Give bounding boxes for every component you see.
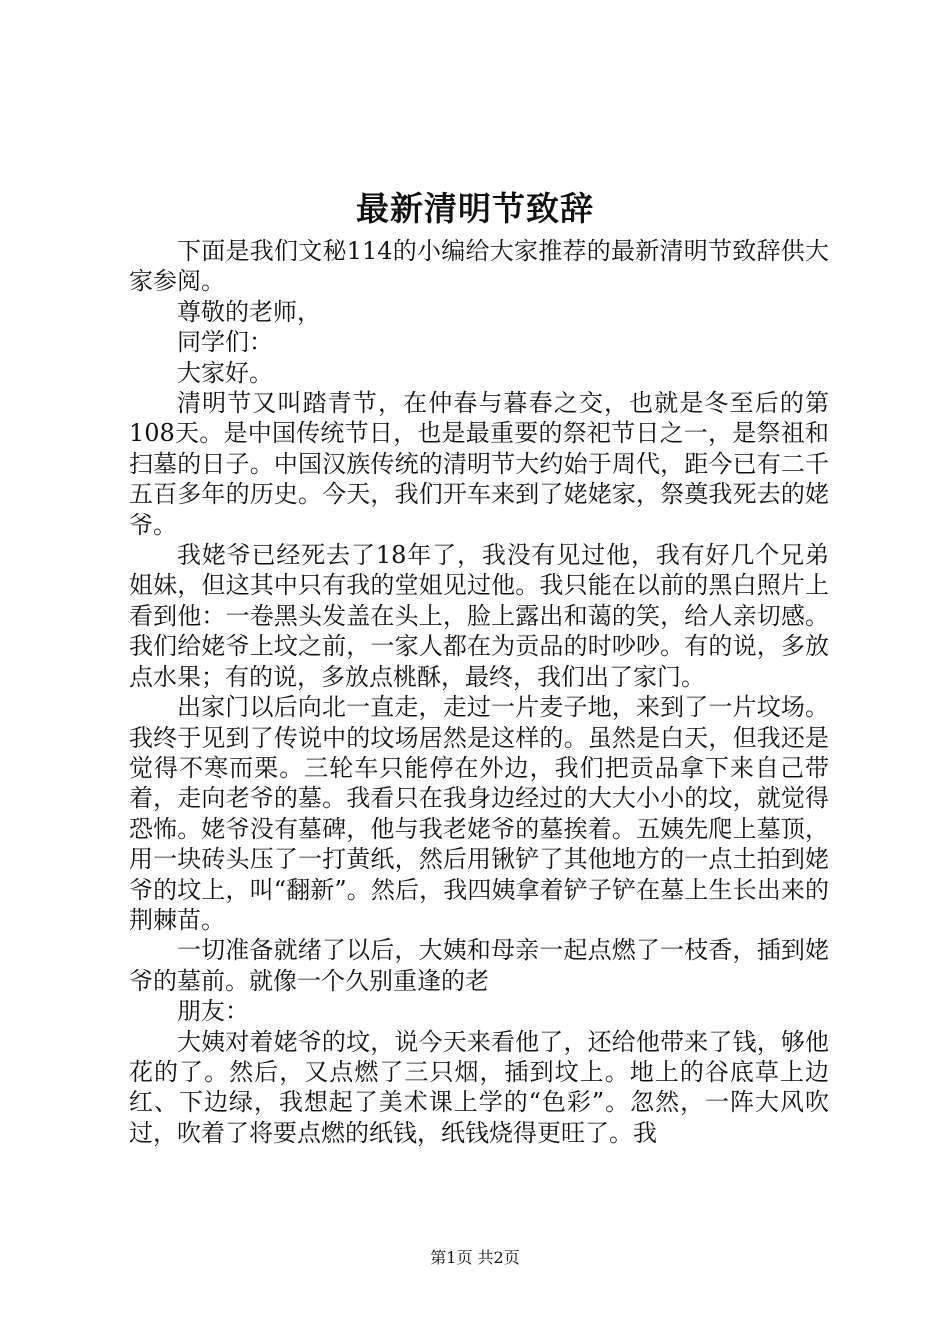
paragraph-greeting: 大家好。 — [177, 358, 273, 387]
page-number-footer: 第1页 共2页 — [430, 1248, 520, 1267]
document-title: 最新清明节致辞 — [356, 189, 594, 228]
document-body — [129, 236, 829, 1148]
paragraph-grandfather: 我姥爷已经死去了18年了，我没有见过他，我有好几个兄弟姐妹，但这其中只有我的堂姐见过他。我只能在以前的黑白照片上看到他：一卷黑头发盖在头上，脸上露出和蔼的笑，给人亲切感。我们给姥爷上坟之前，一家人都在为贡品的时吵吵。有的说，多放点水果；有的说，多放点桃酥，最终，我们出了家门。 — [129, 541, 829, 691]
paragraph-salutation-teachers: 尊敬的老师， — [177, 297, 321, 326]
paragraph-incense: 一切准备就绪了以后，大姨和母亲一起点燃了一枝香，插到姥爷的墓前。就像一个久别重逢的老 — [129, 936, 829, 995]
paragraph-salutation-students: 同学们： — [177, 328, 273, 357]
paragraph-qingming-history: 清明节又叫踏青节，在仲春与暮春之交，也就是冬至后的第108天。是中国传统节日，也是最重要的祭祀节日之一，是祭祖和扫墓的日子。中国汉族传统的清明节大约始于周代，距今已有二千五百多年的历史。今天，我们开车来到了姥姥家，祭奠我死去的姥爷。 — [129, 389, 829, 539]
paragraph-friend: 朋友： — [177, 997, 249, 1026]
paragraph-paper-money: 大姨对着姥爷的坟，说今天来看他了，还给他带来了钱，够他花的了。然后，又点燃了三只烟，插到坟上。地上的谷底草上边红、下边绿，我想起了美术课上学的“色彩”。忽然，一阵大风吹过，吹着了将要点燃的纸钱，纸钱烧得更旺了。我 — [129, 1027, 829, 1147]
paragraph-graveyard: 出家门以后向北一直走，走过一片麦子地，来到了一片坟场。我终于见到了传说中的坟场居然是这样的。虽然是白天，但我还是觉得不寒而栗。三轮车只能停在外边，我们把贡品拿下来自己带着，走向老爷的墓。我看只在我身边经过的大大小小的坟，就觉得恐怖。姥爷没有墓碑，他与我老姥爷的墓挨着。五姨先爬上墓顶，用一块砖头压了一打黄纸，然后用锹铲了其他地方的一点土拍到姥爷的坟上，叫“翻新”。然后，我四姨拿着铲子铲在墓上生长出来的荆棘苗。 — [129, 693, 829, 934]
paragraph-intro: 下面是我们文秘114的小编给大家推荐的最新清明节致辞供大家参阅。 — [129, 237, 829, 296]
